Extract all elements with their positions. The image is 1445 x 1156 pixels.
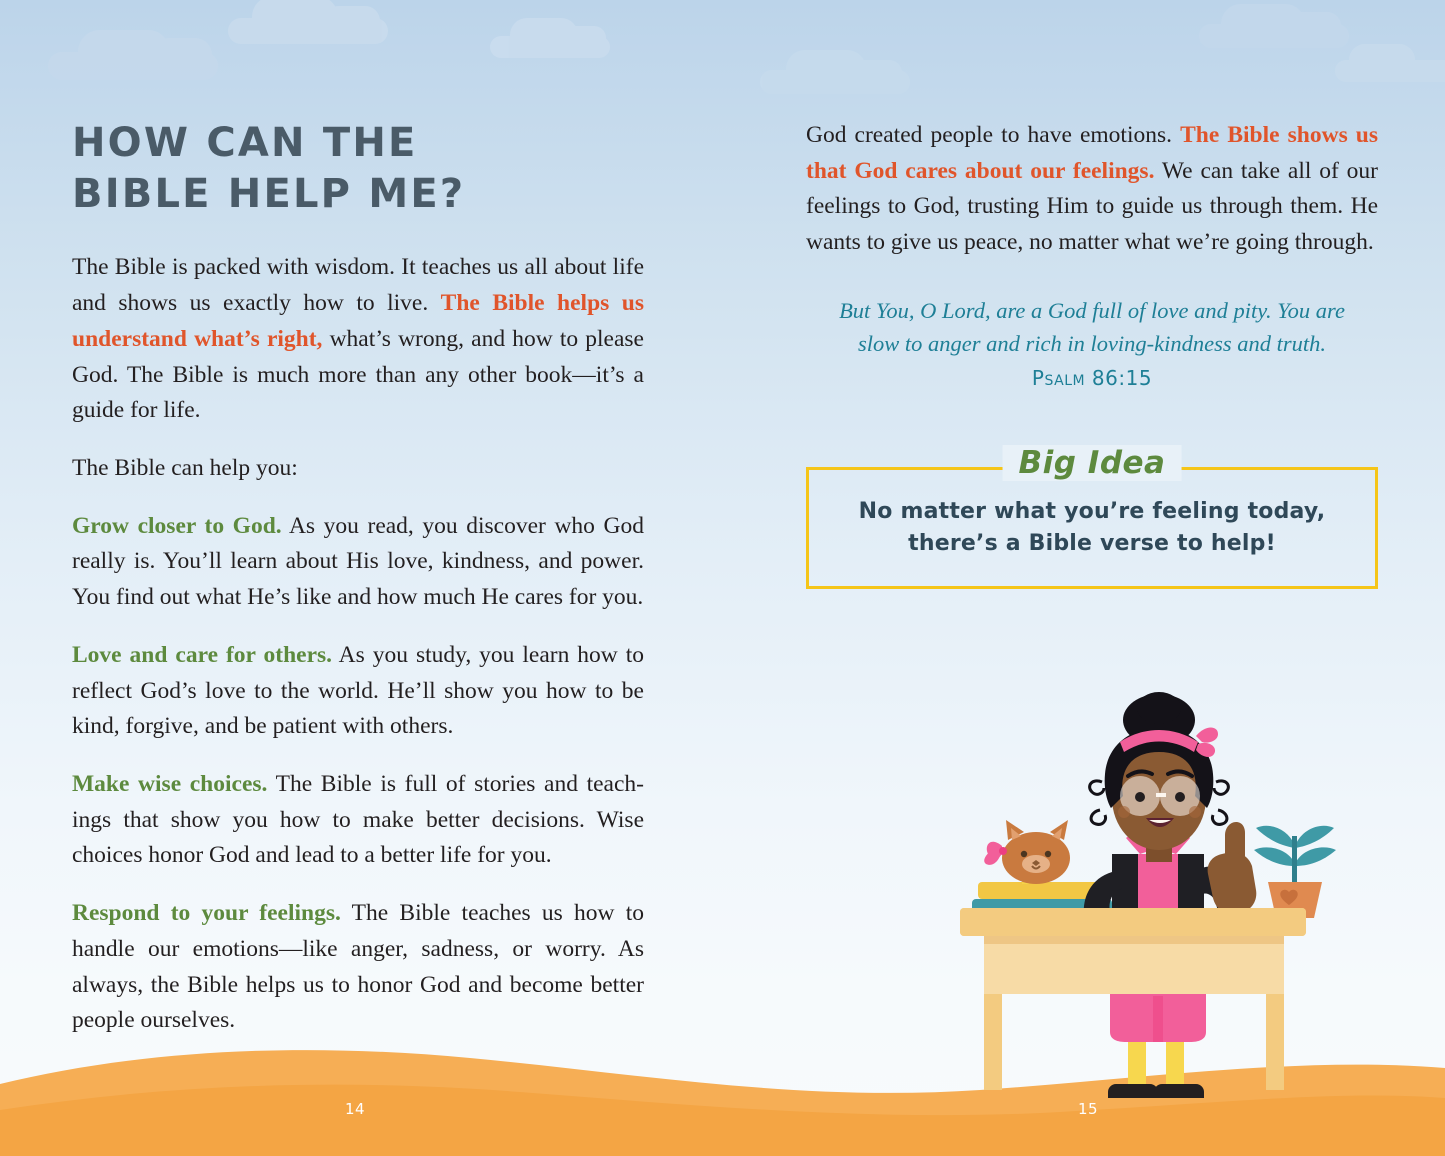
page-number-left: 14 [345, 1100, 366, 1118]
verse-reference: Psalm 86:15 [1031, 366, 1153, 391]
girl-at-desk-illustration [950, 596, 1370, 1116]
bullet-lead-4: Respond to your feelings. [72, 900, 341, 927]
verse-text: But You, O Lord, are a God full of love and pity. You are slow to anger and rich in loving-kindness and truth. [839, 297, 1345, 356]
page-title-line1: HOW CAN THE [72, 120, 418, 166]
emotions-highlight: The Bible shows us that God cares about our feelings. [806, 122, 1379, 184]
big-idea-line1: No matter what you’re feeling today, [858, 499, 1326, 525]
cat-icon [984, 820, 1070, 884]
bullet-lead-1: Grow closer to God. [72, 512, 282, 539]
intro-text-a: The Bible is packed with wisdom. It teaches us all about life and shows us exactly how to live. [72, 254, 644, 317]
bullet-respond-feelings [72, 896, 644, 1039]
girl-character-icon [1084, 692, 1257, 1098]
intro-text-b: what’s wrong, and how to please God. The Bible is much more than any other book—it’s a guide for life. [72, 325, 644, 424]
page-number-right: 15 [1078, 1100, 1099, 1118]
intro-paragraph [72, 250, 644, 429]
bullet-grow-closer [72, 509, 644, 616]
emotions-text-b: We can take all of our feelings to God, trusting Him to guide us through them. He wants to give us peace, no matter what we’re going through. [806, 157, 1378, 256]
big-idea-line2: there’s a Bible verse to help! [908, 531, 1276, 557]
left-page-column [72, 0, 644, 1061]
big-idea-text [859, 496, 1326, 560]
emotions-text-a: God created people to have emotions. [806, 122, 1181, 148]
big-idea-box [806, 467, 1378, 589]
emotions-paragraph [806, 118, 1378, 261]
scripture-verse [806, 295, 1378, 393]
bullet-text-4: The Bible teaches us how to handle our emotions—like anger, sadness, or worry. As always, the Bible helps us to honor God and become better people ourselves. [72, 900, 644, 1034]
big-idea-callout [806, 445, 1378, 589]
page-title-line2: BIBLE HELP ME? [72, 171, 466, 218]
big-idea-label: Big Idea [1003, 445, 1182, 481]
bullet-text-3: The Bible is full of stories and teach-ings that show you how to make better decisions. Wise choices honor God and lead to a better life for you. [72, 771, 644, 869]
list-intro-paragraph: The Bible can help you: [72, 454, 298, 481]
bullet-love-care [72, 638, 644, 745]
right-page-column [806, 0, 1378, 589]
bullet-lead-3: Make wise choices. [72, 771, 268, 797]
bullet-text-2: As you study, you learn how to reflect God’s love to the world. He’ll show you how to be kind, forgive, and be patient with others. [72, 641, 645, 740]
intro-highlight: The Bible helps us understand what’s right, [72, 290, 644, 352]
page-title [72, 0, 644, 220]
bullet-wise-choices [72, 767, 644, 874]
bullet-lead-2: Love and care for others. [72, 641, 333, 668]
bullet-text-1: As you read, you discover who God really is. You’ll learn about His love, kindness, and power. You find out what He’s like and how much He cares for you. [72, 512, 644, 611]
